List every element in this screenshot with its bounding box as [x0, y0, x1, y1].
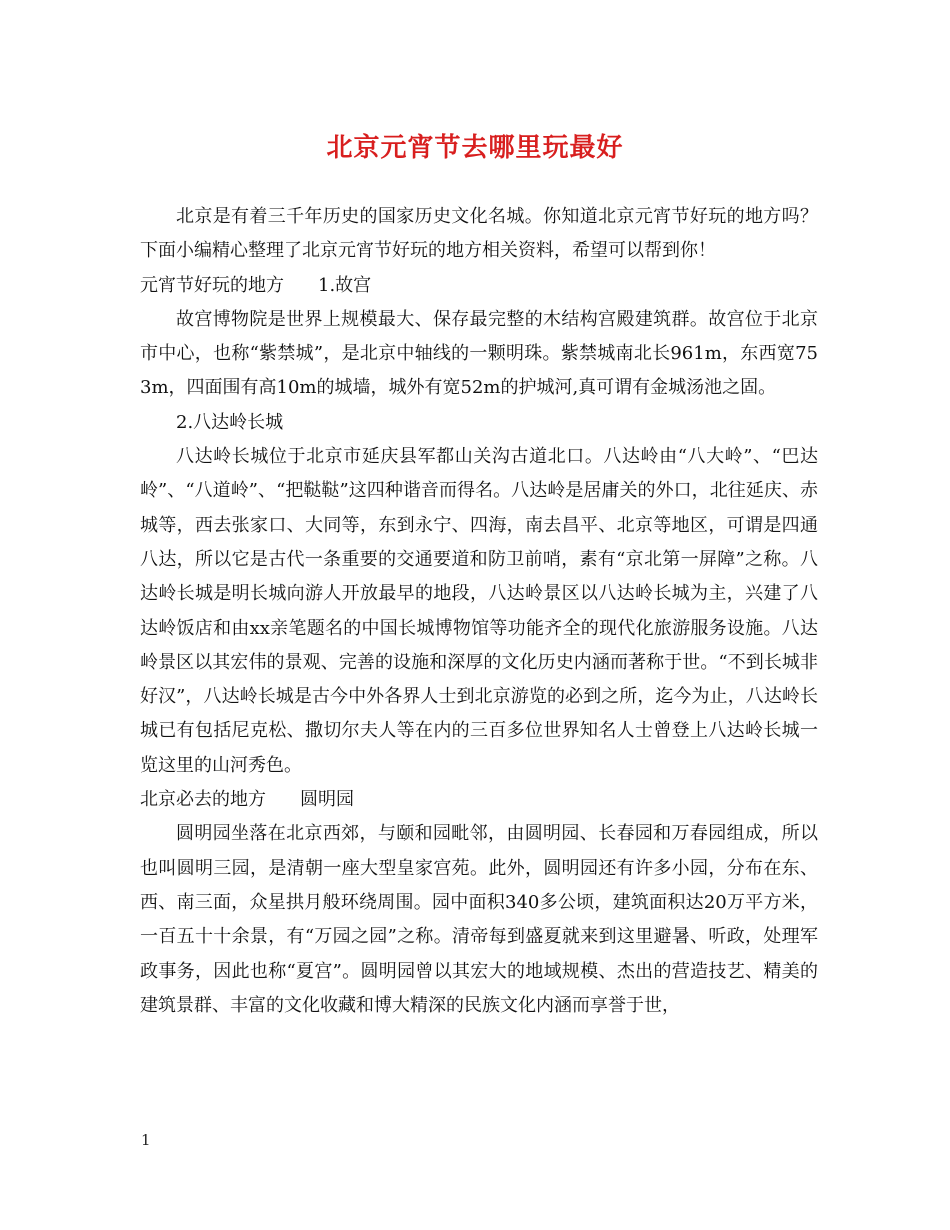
- page-number: 1: [141, 1131, 151, 1149]
- document-title: 北京元宵节去哪里玩最好: [326, 133, 624, 163]
- section-label: 元宵节好玩的地方: [140, 274, 284, 296]
- badaling-paragraph: 八达岭长城位于北京市延庆县军都山关沟古道北口。八达岭由“八大岭”、“巴达岭”、“八道岭”、“把鞑鞑”这四种谐音而得名。八达岭是居庸关的外口，北往延庆、赤城等，西去张家口、大同等，东到永宁、四海，南去昌平、北京等地区，可谓是四通八达，所以它是古代一条重要的交通要道和防卫前哨，素有“京北第一屏障”之称。八达岭长城是明长城向游人开放最早的地段，八达岭景区以八达岭长城为主，兴建了八达岭饭店和由xx亲笔题名的中国长城博物馆等功能齐全的现代化旅游服务设施。八达岭景区以其宏伟的景观、完善的设施和深厚的文化历史内涵而著称于世。“不到长城非好汉”，八达岭长城是古今中外各界人士到北京游览的必到之所，迄今为止，八达岭长城已有包括尼克松、撒切尔夫人等在内的三百多位世界知名人士曾登上八达岭长城一览这里的山河秀色。: [140, 446, 818, 776]
- intro-paragraph: 北京是有着三千年历史的国家历史文化名城。你知道北京元宵节好玩的地方吗？下面小编精心整理了北京元宵节好玩的地方相关资料，希望可以帮到你！: [140, 206, 818, 262]
- section-heading-2: [140, 783, 818, 817]
- section-item-title: 1.故宫: [318, 274, 372, 296]
- document-body: [140, 200, 818, 1023]
- yuanmingyuan-paragraph: 圆明园坐落在北京西郊，与颐和园毗邻，由圆明园、长春园和万春园组成，所以也叫圆明三园，是清朝一座大型皇家宫苑。此外，圆明园还有许多小园，分布在东、西、南三面，众星拱月般环绕周围。园中面积340多公顷，建筑面积达20万平方米，一百五十十余景，有“万园之园”之称。清帝每到盛夏就来到这里避暑、听政，处理军政事务，因此也称“夏宫”。圆明园曾以其宏大的地域规模、杰出的营造技艺、精美的建筑景群、丰富的文化收藏和博大精深的民族文化内涵而享誉于世，: [140, 823, 818, 1016]
- section-heading-1: [140, 269, 818, 303]
- section-item-title: 圆明园: [300, 789, 354, 811]
- item-heading-2: 2.八达岭长城: [176, 411, 284, 433]
- section-label: 北京必去的地方: [140, 789, 266, 811]
- gugong-paragraph: 故宫博物院是世界上规模最大、保存最完整的木结构宫殿建筑群。故宫位于北京市中心，也称“紫禁城”，是北京中轴线的一颗明珠。紫禁城南北长961m，东西宽753m，四面围有高10m的城墙，城外有宽52m的护城河,真可谓有金城汤池之固。: [140, 308, 818, 399]
